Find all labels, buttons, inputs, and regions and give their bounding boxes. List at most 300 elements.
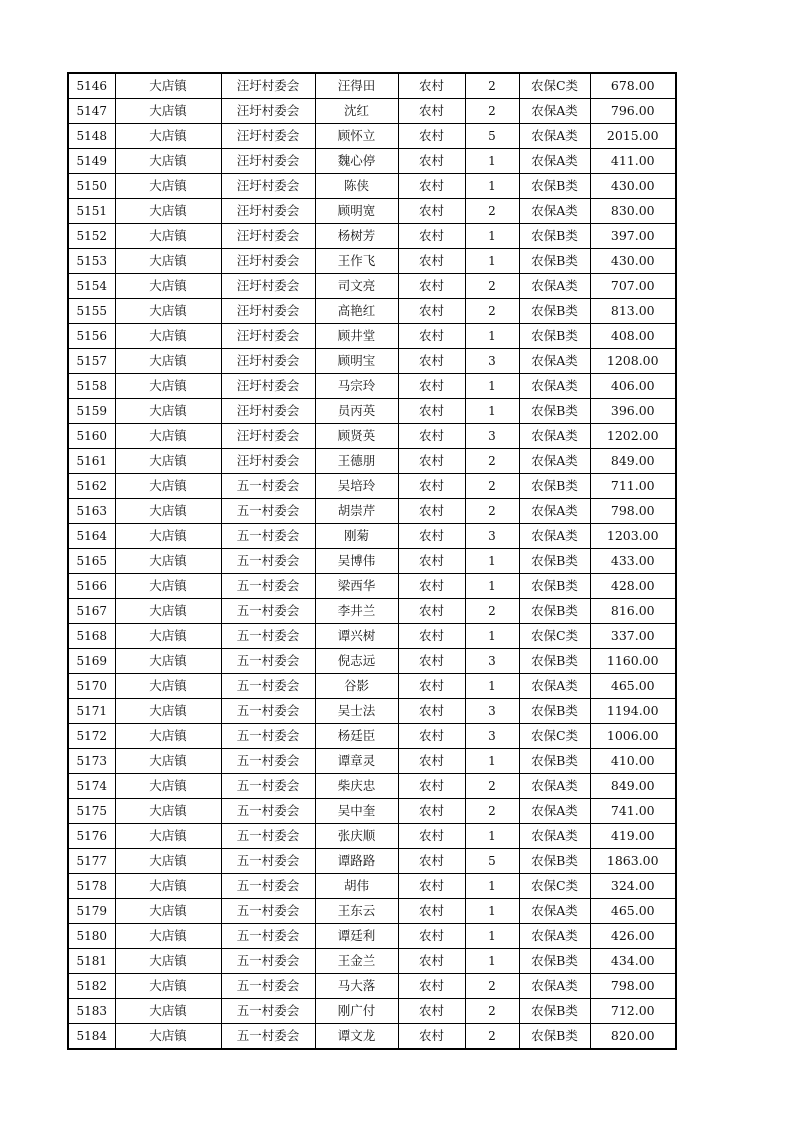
persons-count-cell: 2 [465, 799, 519, 824]
amount-cell: 830.00 [590, 199, 676, 224]
amount-cell: 1203.00 [590, 524, 676, 549]
category-cell: 农保A类 [519, 124, 590, 149]
persons-count-cell: 2 [465, 499, 519, 524]
amount-cell: 406.00 [590, 374, 676, 399]
household-type-cell: 农村 [398, 124, 465, 149]
village-committee-cell: 五一村委会 [221, 899, 315, 924]
persons-count-cell: 1 [465, 574, 519, 599]
serial-number-cell: 5149 [68, 149, 115, 174]
name-cell: 刚广付 [315, 999, 398, 1024]
amount-cell: 849.00 [590, 449, 676, 474]
name-cell: 沈红 [315, 99, 398, 124]
category-cell: 农保B类 [519, 699, 590, 724]
village-committee-cell: 汪圩村委会 [221, 99, 315, 124]
serial-number-cell: 5152 [68, 224, 115, 249]
village-committee-cell: 汪圩村委会 [221, 399, 315, 424]
town-cell: 大店镇 [115, 249, 221, 274]
amount-cell: 1006.00 [590, 724, 676, 749]
town-cell: 大店镇 [115, 299, 221, 324]
table-row [68, 449, 676, 474]
village-committee-cell: 汪圩村委会 [221, 424, 315, 449]
name-cell: 柴庆忠 [315, 774, 398, 799]
town-cell: 大店镇 [115, 599, 221, 624]
household-type-cell: 农村 [398, 374, 465, 399]
persons-count-cell: 3 [465, 724, 519, 749]
table-row [68, 749, 676, 774]
amount-cell: 433.00 [590, 549, 676, 574]
amount-cell: 426.00 [590, 924, 676, 949]
household-type-cell: 农村 [398, 174, 465, 199]
amount-cell: 712.00 [590, 999, 676, 1024]
table-row [68, 274, 676, 299]
serial-number-cell: 5182 [68, 974, 115, 999]
persons-count-cell: 1 [465, 249, 519, 274]
town-cell: 大店镇 [115, 399, 221, 424]
town-cell: 大店镇 [115, 999, 221, 1024]
persons-count-cell: 1 [465, 874, 519, 899]
serial-number-cell: 5160 [68, 424, 115, 449]
household-type-cell: 农村 [398, 149, 465, 174]
name-cell: 谷影 [315, 674, 398, 699]
village-committee-cell: 汪圩村委会 [221, 324, 315, 349]
village-committee-cell: 五一村委会 [221, 849, 315, 874]
serial-number-cell: 5174 [68, 774, 115, 799]
town-cell: 大店镇 [115, 674, 221, 699]
name-cell: 王德朋 [315, 449, 398, 474]
name-cell: 张庆顺 [315, 824, 398, 849]
persons-count-cell: 1 [465, 374, 519, 399]
table-row [68, 949, 676, 974]
serial-number-cell: 5179 [68, 899, 115, 924]
household-type-cell: 农村 [398, 599, 465, 624]
name-cell: 吴士法 [315, 699, 398, 724]
name-cell: 顾井堂 [315, 324, 398, 349]
village-committee-cell: 五一村委会 [221, 499, 315, 524]
persons-count-cell: 1 [465, 224, 519, 249]
amount-cell: 408.00 [590, 324, 676, 349]
town-cell: 大店镇 [115, 199, 221, 224]
serial-number-cell: 5180 [68, 924, 115, 949]
category-cell: 农保A类 [519, 149, 590, 174]
household-type-cell: 农村 [398, 499, 465, 524]
table-row [68, 624, 676, 649]
table-row [68, 974, 676, 999]
name-cell: 谭路路 [315, 849, 398, 874]
name-cell: 吴博伟 [315, 549, 398, 574]
amount-cell: 1160.00 [590, 649, 676, 674]
household-type-cell: 农村 [398, 549, 465, 574]
table-row [68, 799, 676, 824]
village-committee-cell: 五一村委会 [221, 774, 315, 799]
village-committee-cell: 汪圩村委会 [221, 73, 315, 99]
name-cell: 顾贤英 [315, 424, 398, 449]
amount-cell: 410.00 [590, 749, 676, 774]
amount-cell: 434.00 [590, 949, 676, 974]
table-row [68, 99, 676, 124]
name-cell: 吴中奎 [315, 799, 398, 824]
town-cell: 大店镇 [115, 224, 221, 249]
table-row [68, 649, 676, 674]
category-cell: 农保A类 [519, 899, 590, 924]
town-cell: 大店镇 [115, 924, 221, 949]
category-cell: 农保A类 [519, 799, 590, 824]
amount-cell: 465.00 [590, 899, 676, 924]
serial-number-cell: 5146 [68, 73, 115, 99]
serial-number-cell: 5178 [68, 874, 115, 899]
serial-number-cell: 5154 [68, 274, 115, 299]
name-cell: 王东云 [315, 899, 398, 924]
village-committee-cell: 汪圩村委会 [221, 124, 315, 149]
household-type-cell: 农村 [398, 974, 465, 999]
persons-count-cell: 2 [465, 774, 519, 799]
table-row [68, 224, 676, 249]
category-cell: 农保B类 [519, 249, 590, 274]
household-type-cell: 农村 [398, 449, 465, 474]
category-cell: 农保B类 [519, 174, 590, 199]
persons-count-cell: 2 [465, 599, 519, 624]
table-row [68, 474, 676, 499]
town-cell: 大店镇 [115, 324, 221, 349]
persons-count-cell: 1 [465, 399, 519, 424]
name-cell: 胡伟 [315, 874, 398, 899]
persons-count-cell: 3 [465, 699, 519, 724]
household-type-cell: 农村 [398, 674, 465, 699]
amount-cell: 397.00 [590, 224, 676, 249]
town-cell: 大店镇 [115, 724, 221, 749]
table-row [68, 249, 676, 274]
serial-number-cell: 5163 [68, 499, 115, 524]
serial-number-cell: 5172 [68, 724, 115, 749]
amount-cell: 678.00 [590, 73, 676, 99]
household-type-cell: 农村 [398, 1024, 465, 1050]
village-committee-cell: 汪圩村委会 [221, 249, 315, 274]
table-row [68, 924, 676, 949]
household-type-cell: 农村 [398, 799, 465, 824]
name-cell: 王作飞 [315, 249, 398, 274]
town-cell: 大店镇 [115, 349, 221, 374]
serial-number-cell: 5184 [68, 1024, 115, 1050]
household-type-cell: 农村 [398, 699, 465, 724]
name-cell: 顾明宝 [315, 349, 398, 374]
category-cell: 农保A类 [519, 524, 590, 549]
household-type-cell: 农村 [398, 249, 465, 274]
village-committee-cell: 五一村委会 [221, 524, 315, 549]
category-cell: 农保A类 [519, 774, 590, 799]
amount-cell: 813.00 [590, 299, 676, 324]
amount-cell: 337.00 [590, 624, 676, 649]
household-type-cell: 农村 [398, 874, 465, 899]
village-committee-cell: 五一村委会 [221, 599, 315, 624]
name-cell: 陈侠 [315, 174, 398, 199]
household-type-cell: 农村 [398, 73, 465, 99]
table-row [68, 674, 676, 699]
category-cell: 农保B类 [519, 324, 590, 349]
town-cell: 大店镇 [115, 949, 221, 974]
table-row [68, 699, 676, 724]
name-cell: 顾明宽 [315, 199, 398, 224]
category-cell: 农保B类 [519, 574, 590, 599]
amount-cell: 419.00 [590, 824, 676, 849]
household-type-cell: 农村 [398, 774, 465, 799]
serial-number-cell: 5155 [68, 299, 115, 324]
village-committee-cell: 五一村委会 [221, 974, 315, 999]
serial-number-cell: 5177 [68, 849, 115, 874]
town-cell: 大店镇 [115, 1024, 221, 1050]
table-row [68, 73, 676, 99]
persons-count-cell: 5 [465, 849, 519, 874]
amount-cell: 428.00 [590, 574, 676, 599]
serial-number-cell: 5166 [68, 574, 115, 599]
amount-cell: 816.00 [590, 599, 676, 624]
name-cell: 马大落 [315, 974, 398, 999]
category-cell: 农保B类 [519, 299, 590, 324]
village-committee-cell: 汪圩村委会 [221, 274, 315, 299]
amount-cell: 741.00 [590, 799, 676, 824]
category-cell: 农保A类 [519, 974, 590, 999]
category-cell: 农保B类 [519, 1024, 590, 1050]
household-type-cell: 农村 [398, 949, 465, 974]
table-row [68, 599, 676, 624]
village-committee-cell: 汪圩村委会 [221, 199, 315, 224]
table-row [68, 424, 676, 449]
serial-number-cell: 5168 [68, 624, 115, 649]
persons-count-cell: 2 [465, 73, 519, 99]
village-committee-cell: 五一村委会 [221, 699, 315, 724]
serial-number-cell: 5162 [68, 474, 115, 499]
village-committee-cell: 五一村委会 [221, 799, 315, 824]
persons-count-cell: 3 [465, 649, 519, 674]
village-committee-cell: 汪圩村委会 [221, 299, 315, 324]
household-type-cell: 农村 [398, 524, 465, 549]
table-row [68, 524, 676, 549]
name-cell: 魏心停 [315, 149, 398, 174]
amount-cell: 707.00 [590, 274, 676, 299]
village-committee-cell: 五一村委会 [221, 999, 315, 1024]
serial-number-cell: 5165 [68, 549, 115, 574]
household-type-cell: 农村 [398, 849, 465, 874]
household-type-cell: 农村 [398, 724, 465, 749]
persons-count-cell: 1 [465, 549, 519, 574]
village-committee-cell: 五一村委会 [221, 724, 315, 749]
village-committee-cell: 汪圩村委会 [221, 374, 315, 399]
household-type-cell: 农村 [398, 924, 465, 949]
amount-cell: 1208.00 [590, 349, 676, 374]
category-cell: 农保A类 [519, 274, 590, 299]
serial-number-cell: 5161 [68, 449, 115, 474]
persons-count-cell: 2 [465, 199, 519, 224]
serial-number-cell: 5158 [68, 374, 115, 399]
town-cell: 大店镇 [115, 549, 221, 574]
village-committee-cell: 五一村委会 [221, 674, 315, 699]
table-row [68, 174, 676, 199]
table-row [68, 299, 676, 324]
town-cell: 大店镇 [115, 824, 221, 849]
table-row [68, 149, 676, 174]
town-cell: 大店镇 [115, 874, 221, 899]
town-cell: 大店镇 [115, 649, 221, 674]
serial-number-cell: 5164 [68, 524, 115, 549]
serial-number-cell: 5150 [68, 174, 115, 199]
category-cell: 农保A类 [519, 674, 590, 699]
category-cell: 农保A类 [519, 449, 590, 474]
category-cell: 农保B类 [519, 599, 590, 624]
town-cell: 大店镇 [115, 574, 221, 599]
household-type-cell: 农村 [398, 424, 465, 449]
serial-number-cell: 5167 [68, 599, 115, 624]
name-cell: 谭兴树 [315, 624, 398, 649]
category-cell: 农保A类 [519, 199, 590, 224]
table-row [68, 549, 676, 574]
town-cell: 大店镇 [115, 424, 221, 449]
amount-cell: 1194.00 [590, 699, 676, 724]
persons-count-cell: 1 [465, 949, 519, 974]
table-row [68, 849, 676, 874]
category-cell: 农保B类 [519, 224, 590, 249]
category-cell: 农保A类 [519, 349, 590, 374]
table-row [68, 899, 676, 924]
town-cell: 大店镇 [115, 699, 221, 724]
persons-count-cell: 5 [465, 124, 519, 149]
household-type-cell: 农村 [398, 349, 465, 374]
persons-count-cell: 2 [465, 474, 519, 499]
serial-number-cell: 5153 [68, 249, 115, 274]
town-cell: 大店镇 [115, 449, 221, 474]
village-committee-cell: 五一村委会 [221, 949, 315, 974]
amount-cell: 849.00 [590, 774, 676, 799]
village-committee-cell: 汪圩村委会 [221, 174, 315, 199]
persons-count-cell: 2 [465, 274, 519, 299]
name-cell: 司文亮 [315, 274, 398, 299]
name-cell: 胡崇芹 [315, 499, 398, 524]
persons-count-cell: 1 [465, 674, 519, 699]
category-cell: 农保C类 [519, 724, 590, 749]
name-cell: 顾怀立 [315, 124, 398, 149]
amount-cell: 796.00 [590, 99, 676, 124]
persons-count-cell: 1 [465, 624, 519, 649]
table-row [68, 499, 676, 524]
amount-cell: 711.00 [590, 474, 676, 499]
household-type-cell: 农村 [398, 999, 465, 1024]
persons-count-cell: 1 [465, 149, 519, 174]
table-row [68, 124, 676, 149]
category-cell: 农保C类 [519, 874, 590, 899]
town-cell: 大店镇 [115, 274, 221, 299]
persons-count-cell: 3 [465, 349, 519, 374]
table-row [68, 824, 676, 849]
village-committee-cell: 五一村委会 [221, 474, 315, 499]
persons-count-cell: 1 [465, 324, 519, 349]
serial-number-cell: 5169 [68, 649, 115, 674]
serial-number-cell: 5173 [68, 749, 115, 774]
table-row [68, 999, 676, 1024]
household-type-cell: 农村 [398, 899, 465, 924]
serial-number-cell: 5183 [68, 999, 115, 1024]
amount-cell: 324.00 [590, 874, 676, 899]
serial-number-cell: 5176 [68, 824, 115, 849]
village-committee-cell: 汪圩村委会 [221, 149, 315, 174]
persons-count-cell: 2 [465, 449, 519, 474]
household-type-cell: 农村 [398, 399, 465, 424]
table-row [68, 199, 676, 224]
amount-cell: 798.00 [590, 499, 676, 524]
table-row [68, 399, 676, 424]
name-cell: 杨廷臣 [315, 724, 398, 749]
table-row [68, 774, 676, 799]
serial-number-cell: 5157 [68, 349, 115, 374]
household-type-cell: 农村 [398, 624, 465, 649]
table-row [68, 724, 676, 749]
relief-roster-table [67, 72, 677, 1050]
town-cell: 大店镇 [115, 149, 221, 174]
name-cell: 吴培玲 [315, 474, 398, 499]
persons-count-cell: 2 [465, 1024, 519, 1050]
village-committee-cell: 汪圩村委会 [221, 449, 315, 474]
category-cell: 农保A类 [519, 924, 590, 949]
category-cell: 农保B类 [519, 649, 590, 674]
village-committee-cell: 汪圩村委会 [221, 349, 315, 374]
name-cell: 倪志远 [315, 649, 398, 674]
persons-count-cell: 1 [465, 174, 519, 199]
category-cell: 农保B类 [519, 999, 590, 1024]
household-type-cell: 农村 [398, 474, 465, 499]
name-cell: 高艳红 [315, 299, 398, 324]
amount-cell: 411.00 [590, 149, 676, 174]
name-cell: 谭文龙 [315, 1024, 398, 1050]
household-type-cell: 农村 [398, 649, 465, 674]
amount-cell: 1202.00 [590, 424, 676, 449]
amount-cell: 430.00 [590, 174, 676, 199]
category-cell: 农保C类 [519, 624, 590, 649]
persons-count-cell: 1 [465, 899, 519, 924]
village-committee-cell: 五一村委会 [221, 874, 315, 899]
persons-count-cell: 1 [465, 749, 519, 774]
village-committee-cell: 五一村委会 [221, 1024, 315, 1050]
amount-cell: 465.00 [590, 674, 676, 699]
serial-number-cell: 5156 [68, 324, 115, 349]
town-cell: 大店镇 [115, 124, 221, 149]
persons-count-cell: 1 [465, 924, 519, 949]
table-row [68, 574, 676, 599]
persons-count-cell: 1 [465, 824, 519, 849]
category-cell: 农保B类 [519, 849, 590, 874]
amount-cell: 430.00 [590, 249, 676, 274]
category-cell: 农保A类 [519, 374, 590, 399]
persons-count-cell: 2 [465, 299, 519, 324]
table-row [68, 324, 676, 349]
serial-number-cell: 5159 [68, 399, 115, 424]
town-cell: 大店镇 [115, 374, 221, 399]
name-cell: 杨树芳 [315, 224, 398, 249]
serial-number-cell: 5175 [68, 799, 115, 824]
town-cell: 大店镇 [115, 499, 221, 524]
town-cell: 大店镇 [115, 624, 221, 649]
village-committee-cell: 五一村委会 [221, 574, 315, 599]
household-type-cell: 农村 [398, 574, 465, 599]
category-cell: 农保C类 [519, 73, 590, 99]
village-committee-cell: 五一村委会 [221, 924, 315, 949]
town-cell: 大店镇 [115, 899, 221, 924]
town-cell: 大店镇 [115, 749, 221, 774]
category-cell: 农保B类 [519, 949, 590, 974]
name-cell: 谭廷利 [315, 924, 398, 949]
name-cell: 谭章灵 [315, 749, 398, 774]
name-cell: 汪得田 [315, 73, 398, 99]
serial-number-cell: 5151 [68, 199, 115, 224]
town-cell: 大店镇 [115, 524, 221, 549]
amount-cell: 2015.00 [590, 124, 676, 149]
town-cell: 大店镇 [115, 774, 221, 799]
table-row [68, 1024, 676, 1050]
